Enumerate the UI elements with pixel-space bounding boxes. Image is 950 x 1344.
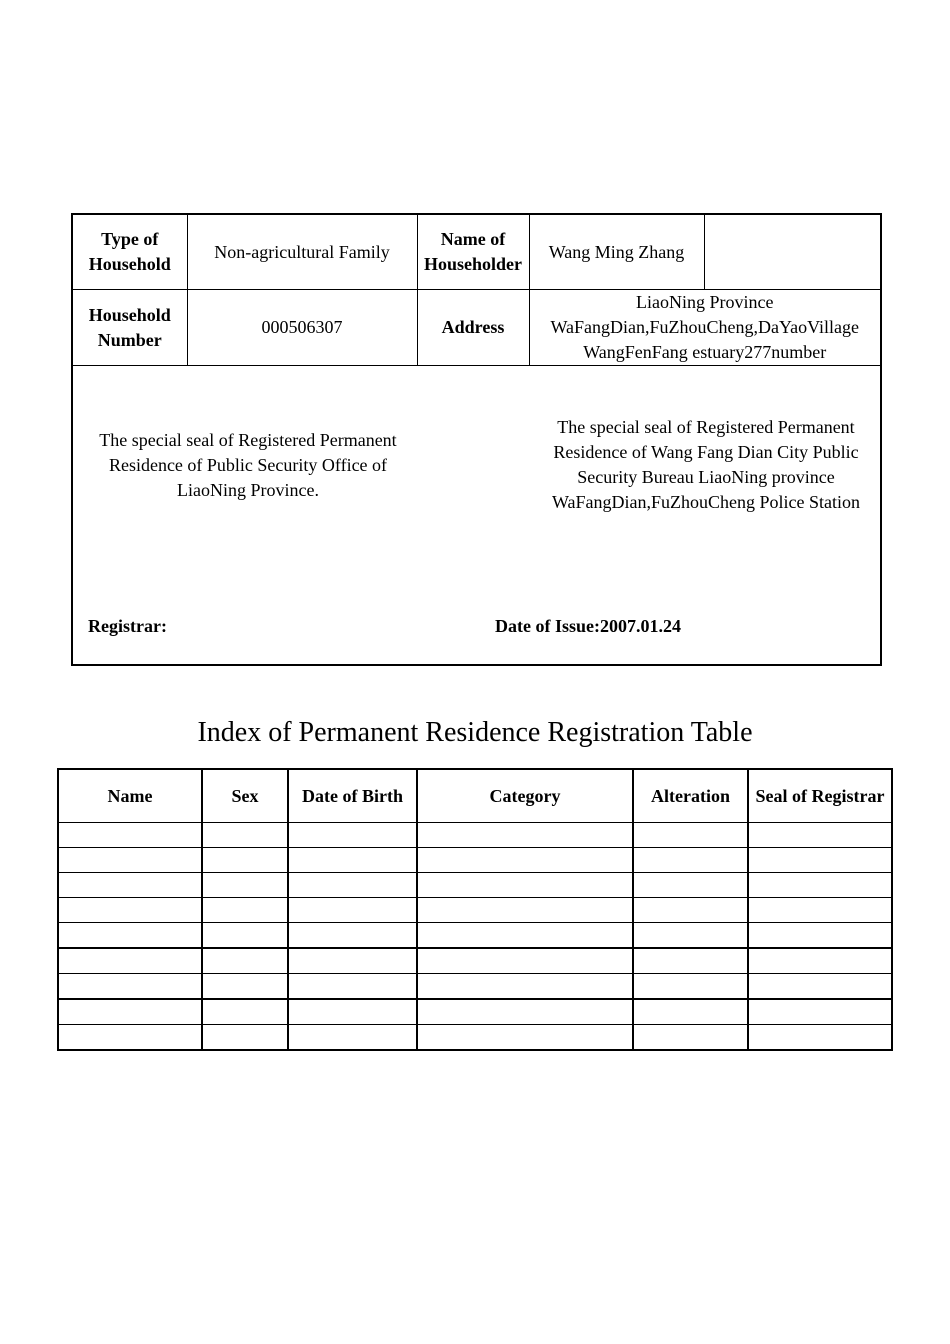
householder-name-label: Name of Householder (417, 214, 529, 290)
table-cell (288, 974, 417, 1000)
index-header-row (58, 769, 892, 823)
col-header-seal-of-registrar: Seal of Registrar (748, 769, 892, 823)
date-of-issue (495, 614, 681, 639)
table-cell (288, 823, 417, 848)
address-line: WangFenFang estuary277number (583, 342, 827, 362)
household-number-value: 000506307 (187, 290, 417, 366)
table-cell (288, 923, 417, 949)
table-row (58, 873, 892, 898)
table-cell (633, 873, 748, 898)
table-row (58, 823, 892, 848)
col-header-name: Name (58, 769, 202, 823)
table-cell (748, 974, 892, 1000)
table-cell (202, 1025, 288, 1051)
col-header-date-of-birth: Date of Birth (288, 769, 417, 823)
table-cell (417, 923, 633, 949)
table-cell (633, 923, 748, 949)
household-row-2 (72, 290, 881, 366)
table-cell (417, 1025, 633, 1051)
table-cell (417, 848, 633, 873)
householder-name-value: Wang Ming Zhang (529, 214, 704, 290)
empty-cell (704, 214, 881, 290)
table-cell (748, 1025, 892, 1051)
table-cell (58, 999, 202, 1025)
table-cell (748, 898, 892, 923)
table-cell (748, 999, 892, 1025)
table-row (58, 999, 892, 1025)
seal-line: Residence of Wang Fang Dian City Public (553, 442, 859, 462)
col-header-category: Category (417, 769, 633, 823)
table-row (58, 923, 892, 949)
table-cell (58, 848, 202, 873)
index-title: Index of Permanent Residence Registration Table (197, 717, 753, 748)
household-type-label: Type of Household (72, 214, 187, 290)
issue-date-value: 2007.01.24 (600, 616, 681, 636)
seal-line: LiaoNing Province. (177, 480, 319, 500)
table-cell (417, 974, 633, 1000)
table-cell (417, 999, 633, 1025)
table-cell (288, 948, 417, 974)
table-cell (417, 898, 633, 923)
table-cell (202, 999, 288, 1025)
table-cell (202, 848, 288, 873)
table-cell (288, 1025, 417, 1051)
table-cell (748, 923, 892, 949)
issue-label: Date of Issue: (495, 616, 600, 636)
col-header-sex: Sex (202, 769, 288, 823)
table-cell (633, 948, 748, 974)
police-station-seal-text (536, 415, 876, 515)
table-row (58, 898, 892, 923)
index-table (57, 768, 893, 1051)
table-row (58, 1025, 892, 1051)
table-cell (58, 898, 202, 923)
address-line: LiaoNing Province (636, 292, 774, 312)
table-cell (417, 873, 633, 898)
seal-line: The special seal of Registered Permanent (99, 430, 397, 450)
table-cell (288, 898, 417, 923)
table-cell (417, 823, 633, 848)
table-cell (202, 974, 288, 1000)
table-cell (288, 848, 417, 873)
table-cell (58, 974, 202, 1000)
table-cell (58, 873, 202, 898)
seal-area (72, 366, 881, 666)
address-value (529, 290, 881, 366)
table-cell (633, 999, 748, 1025)
table-cell (202, 923, 288, 949)
household-number-label: Household Number (72, 290, 187, 366)
table-cell (202, 948, 288, 974)
table-cell (202, 873, 288, 898)
table-cell (748, 873, 892, 898)
household-registration-table (71, 213, 882, 666)
table-cell (58, 948, 202, 974)
table-cell (748, 823, 892, 848)
table-cell (633, 848, 748, 873)
table-cell (633, 898, 748, 923)
seal-line: Residence of Public Security Office of (108, 455, 388, 475)
table-cell (288, 999, 417, 1025)
seal-row (72, 366, 881, 666)
address-label: Address (417, 290, 529, 366)
table-cell (202, 823, 288, 848)
provincial-seal-text (83, 428, 413, 503)
household-type-value: Non-agricultural Family (187, 214, 417, 290)
table-cell (288, 873, 417, 898)
table-cell (417, 948, 633, 974)
table-row (58, 948, 892, 974)
registrar-label: Registrar: (88, 616, 167, 636)
col-header-alteration: Alteration (633, 769, 748, 823)
table-cell (748, 848, 892, 873)
table-cell (202, 898, 288, 923)
table-cell (633, 974, 748, 1000)
table-cell (58, 923, 202, 949)
address-line: WaFangDian,FuZhouCheng,DaYaoVillage (550, 317, 860, 337)
table-cell (58, 823, 202, 848)
table-row (58, 974, 892, 1000)
seal-line: Security Bureau LiaoNing province (577, 467, 835, 487)
table-cell (748, 948, 892, 974)
household-row-1 (72, 214, 881, 290)
table-cell (633, 1025, 748, 1051)
seal-line: WaFangDian,FuZhouCheng Police Station (551, 492, 861, 512)
table-cell (633, 823, 748, 848)
seal-line: The special seal of Registered Permanent (557, 417, 855, 437)
table-row (58, 848, 892, 873)
table-cell (58, 1025, 202, 1051)
